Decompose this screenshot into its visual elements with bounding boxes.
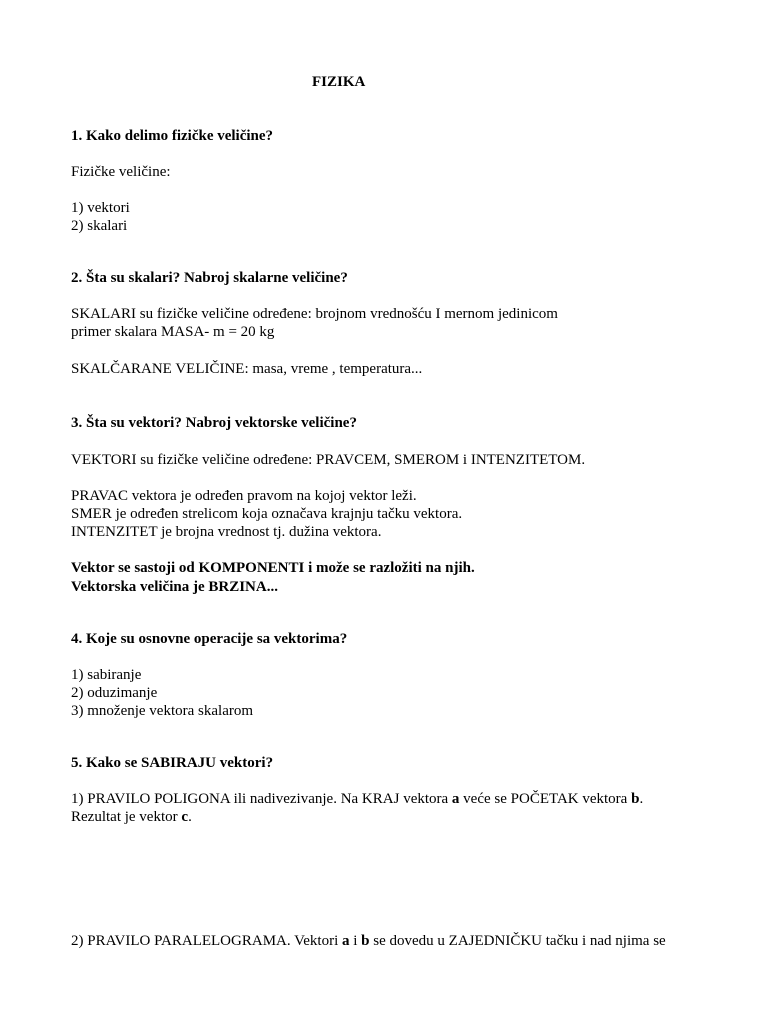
vector-b-label: b [361, 933, 370, 949]
q5-rule-polygon-result [71, 808, 192, 826]
q5-rule-parallelogram [71, 932, 666, 950]
result-text-1: Rezultat je vektor [71, 809, 182, 825]
question-3-heading: 3. Šta su vektori? Nabroj vektorske veličine? [71, 415, 357, 431]
q2-scalar-list: SKALČARANE VELIČINE: masa, vreme , temperatura... [71, 361, 423, 377]
document-title: FIZIKA [312, 74, 366, 90]
q1-intro: Fizičke veličine: [71, 164, 171, 180]
question-2-heading: 2. Šta su skalari? Nabroj skalarne veličine? [71, 270, 348, 286]
question-4-heading: 4. Koje su osnovne operacije sa vektorima? [71, 631, 348, 647]
result-text-2: . [188, 809, 192, 825]
vector-b-label: b [631, 791, 640, 807]
vector-a-label: a [342, 933, 350, 949]
q1-list-item-1: 1) vektori [71, 200, 130, 216]
q3-components-note: Vektor se sastoji od KOMPONENTI i može se razložiti na njih. [71, 560, 475, 576]
rule2-text-2: i [349, 933, 362, 949]
q5-rule-polygon [71, 790, 643, 808]
q3-definition: VEKTORI su fizičke veličine određene: PRAVCEM, SMEROM i INTENZITETOM. [71, 452, 586, 468]
rule2-text-1: 2) PRAVILO PARALELOGRAMA. Vektori [71, 933, 342, 949]
question-1-heading: 1. Kako delimo fizičke veličine? [71, 128, 274, 144]
q3-pravac: PRAVAC vektora je određen pravom na kojoj vektor leži. [71, 488, 417, 504]
rule1-text-1: 1) PRAVILO POLIGONA ili nadivezivanje. Na KRAJ vektora [71, 791, 452, 807]
rule2-text-3: se dovedu u ZAJEDNIČKU tačku i nad njima se [369, 933, 666, 949]
q1-list-item-2: 2) skalari [71, 218, 128, 234]
q3-velocity-note: Vektorska veličina je BRZINA... [71, 579, 278, 595]
q2-definition: SKALARI su fizičke veličine određene: brojnom vrednošću I mernom jedinicom [71, 306, 558, 322]
question-5-heading: 5. Kako se SABIRAJU vektori? [71, 755, 274, 771]
q4-list-item-1: 1) sabiranje [71, 667, 142, 683]
vector-a-label: a [451, 791, 460, 807]
q4-list-item-3: 3) množenje vektora skalarom [71, 703, 254, 719]
q3-intenzitet: INTENZITET je brojna vrednost tj. dužina vektora. [71, 524, 382, 540]
rule1-text-2: veće se POČETAK vektora [459, 791, 632, 807]
rule1-text-3: . [639, 791, 644, 807]
q2-example: primer skalara MASA- m = 20 kg [71, 324, 275, 340]
q4-list-item-2: 2) oduzimanje [71, 685, 158, 701]
vector-c-label: c [181, 809, 189, 825]
q3-smer: SMER je određen strelicom koja označava krajnju tačku vektora. [71, 506, 463, 522]
